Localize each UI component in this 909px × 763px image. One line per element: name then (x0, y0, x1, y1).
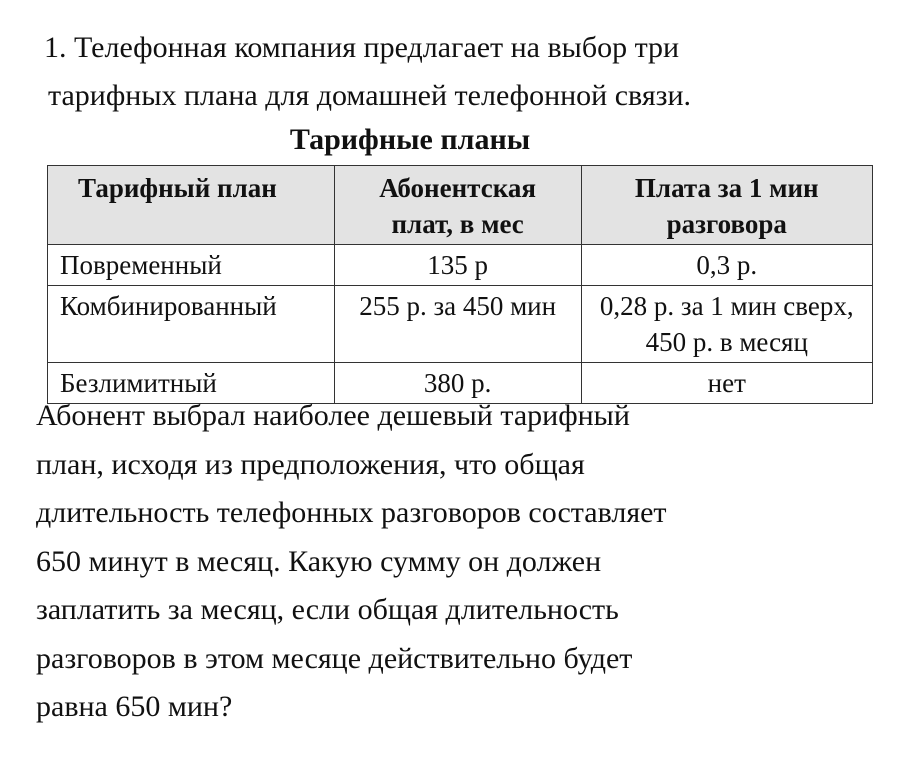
cell-rate (581, 286, 872, 363)
cell-plan: Повременный (48, 245, 335, 286)
problem-intro (44, 24, 864, 120)
tariff-table (47, 165, 873, 404)
header-text: Плата за 1 мин (634, 173, 819, 203)
table-header-row (48, 166, 873, 245)
question-line: заплатить за месяц, если общая длительность (36, 593, 619, 626)
cell-rate (581, 245, 872, 286)
intro-line: тарифных плана для домашней телефонной связи. (48, 79, 692, 112)
question-line: 650 минут в месяц. Какую сумму он должен (36, 544, 602, 578)
cell-text: 380 р. (423, 368, 492, 398)
header-text: разговора (666, 209, 787, 239)
cell-text: 0,28 р. за 1 мин сверх, (599, 291, 854, 321)
table-title: Тарифные планы (289, 123, 531, 156)
cell-plan: Комбинированный (48, 286, 335, 363)
header-rate (581, 166, 872, 245)
question-line: длительность телефонных разговоров составляет (36, 496, 667, 529)
question-line: Абонент выбрал наиболее дешевый тарифный (36, 399, 630, 432)
intro-line: 1. Телефонная компания предлагает на выбор три (44, 31, 680, 64)
header-plan (48, 166, 335, 245)
header-text: плат, в мес (391, 209, 524, 239)
question-line: равна 650 мин? (36, 690, 233, 723)
table-row (48, 245, 873, 286)
header-text: Абонентская (379, 173, 536, 203)
cell-text: 0,3 р. (696, 250, 758, 280)
problem-question (36, 392, 776, 732)
table-row (48, 286, 873, 363)
cell-text: 135 р (427, 250, 488, 280)
cell-text: нет (707, 368, 746, 398)
cell-text: 450 р. в месяц (645, 327, 808, 357)
header-text: Тарифный план (78, 173, 277, 203)
question-line: план, исходя из предположения, что общая (36, 447, 585, 481)
cell-plan: Безлимитный (48, 363, 335, 404)
cell-fee (334, 286, 581, 363)
header-fee (334, 166, 581, 245)
question-line: разговоров в этом месяце действительно будет (36, 641, 633, 675)
cell-text: 255 р. за 450 мин (359, 291, 557, 321)
cell-fee (334, 245, 581, 286)
